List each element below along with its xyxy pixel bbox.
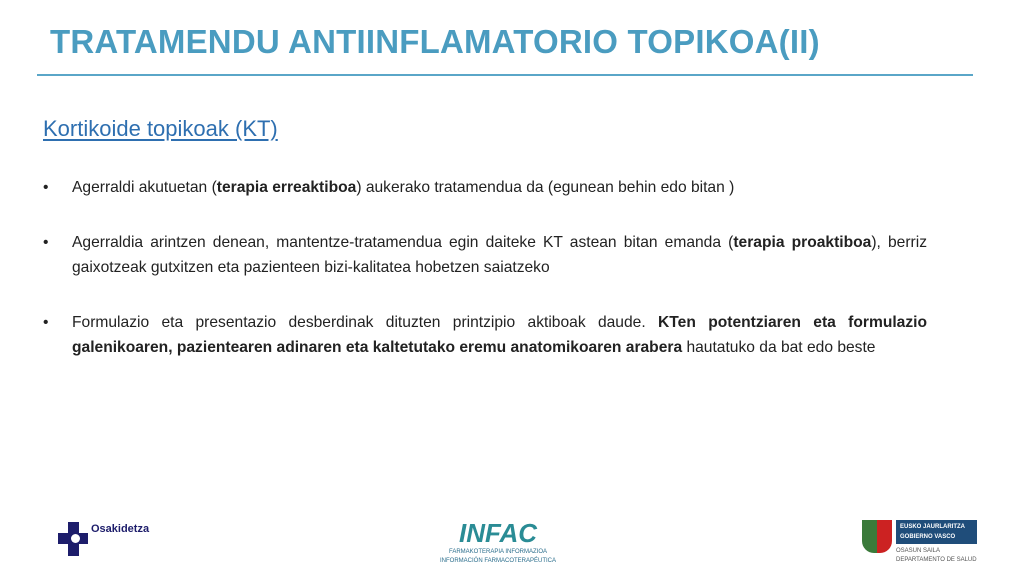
- bullet-item: [43, 175, 927, 201]
- osakidetza-cross-icon: [58, 522, 88, 556]
- osakidetza-name: Osakidetza: [91, 523, 150, 535]
- gv-line2: GOBIERNO VASCO: [900, 534, 956, 540]
- bullet-list: [43, 175, 927, 390]
- coat-of-arms-icon: [862, 520, 892, 553]
- section-heading: Kortikoide topikoak (KT): [43, 116, 278, 141]
- infac-line1: FARMAKOTERAPIA INFORMAZIOA: [449, 549, 548, 555]
- bold-run: terapia erreaktiboa: [216, 179, 357, 196]
- bold-run: terapia proaktiboa: [733, 233, 872, 251]
- infac-name: INFAC: [459, 518, 537, 548]
- bullet-text: [72, 310, 927, 361]
- bullet-item: [43, 230, 927, 281]
- bullet-text: [72, 230, 927, 281]
- text-run: hautatuko da bat edo beste: [682, 339, 876, 356]
- bullet-marker: •: [43, 179, 49, 196]
- bold-run: KTen potentziaren eta formulazio galenikoaren, pazientearen adinaren eta kaltetutako eremu anatomikoaren arabera: [72, 313, 928, 356]
- gv-line1: EUSKO JAURLARITZA: [900, 524, 966, 530]
- infac-line2: INFORMACIÓN FARMACOTERAPÉUTICA: [440, 558, 557, 564]
- bullet-item: [43, 310, 927, 361]
- text-run: Formulazio eta presentazio desberdinak dituzten printzipio aktiboak daude.: [72, 313, 659, 331]
- infac-logo: [440, 518, 556, 566]
- slide-title: TRATAMENDU ANTIINFLAMATORIO TOPIKOA(II): [50, 23, 820, 60]
- text-run: Agerraldi akutuetan (: [72, 179, 217, 196]
- gv-line3: OSASUN SAILA: [896, 548, 941, 554]
- title-divider: [37, 74, 973, 76]
- bullet-marker: •: [43, 313, 49, 331]
- bullet-marker: •: [43, 233, 49, 251]
- gobierno-vasco-logo: [862, 520, 977, 565]
- text-run: Agerraldia arintzen denean, mantentze-tratamendua egin daiteke KT astean bitan emanda (: [72, 233, 734, 251]
- osakidetza-logo: [58, 522, 149, 556]
- gv-line4: DEPARTAMENTO DE SALUD: [896, 557, 977, 563]
- text-run: ) aukerako tratamendua da (egunean behin edo bitan ): [356, 179, 735, 196]
- text-run: ), berriz gaixotzeak gutxitzen eta pazienteen bizi-kalitatea hobetzen saiatzeko: [72, 233, 927, 276]
- bullet-text: [72, 175, 927, 201]
- gobierno-box: [896, 520, 977, 544]
